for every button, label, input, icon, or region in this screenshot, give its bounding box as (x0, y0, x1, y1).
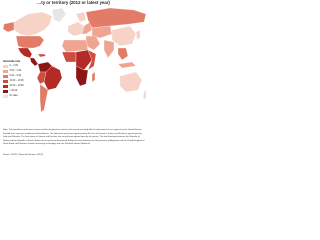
legend-label: No data (9, 95, 18, 97)
region-southern-africa (76, 66, 88, 86)
region-canada (14, 12, 52, 36)
region-southeast-asia (118, 48, 128, 60)
legend-swatch (3, 90, 8, 93)
region-caribbean (38, 54, 46, 57)
legend-label: ≥ 30.00 (9, 90, 18, 92)
region-new-zealand (143, 90, 146, 99)
legend-swatch (3, 95, 8, 98)
region-indonesia (118, 62, 136, 68)
region-china (112, 26, 136, 46)
legend-label: 0 – 2.99 (9, 65, 18, 67)
legend-label: 10.00 – 19.99 (9, 80, 24, 82)
region-argentina-chile (40, 84, 48, 112)
region-japan (136, 30, 140, 40)
region-greenland (52, 8, 66, 22)
legend-swatch (3, 85, 8, 88)
region-india (104, 40, 114, 58)
region-australia (120, 72, 142, 92)
legend-title: Homicide rate (3, 60, 21, 63)
legend-label: 5.00 – 9.99 (9, 75, 21, 77)
map-legend (3, 60, 33, 99)
legend-swatch (3, 75, 8, 78)
legend-swatch (3, 80, 8, 83)
region-scandinavia (76, 12, 86, 22)
region-middle-east (86, 36, 100, 50)
map-note: Note: The boundaries and names shown and the designations used on this map do not imply official endorsement or acceptance by the United Nations. Dashed lines represent undetermined boundaries. The dotted line represents approximately the Line of Control in Jammu and Kashmir agreed upon by India and Pakistan. The final status of Jammu and Kashmir has not yet been agreed upon by the parties. The final boundary between the Republic of Sudan and the Republic of South Sudan has not yet been determined. A dispute exists between the Governments of Argentina and the United Kingdom of Great Britain and Northern Ireland concerning sovereignty over the Falkland Islands (Malvinas). (3, 129, 145, 145)
legend-swatch (3, 65, 8, 68)
region-madagascar (92, 72, 95, 82)
legend-label: 3.00 – 4.99 (9, 70, 21, 72)
region-russia (86, 8, 146, 28)
region-alaska (3, 22, 14, 32)
legend-item (3, 94, 33, 99)
legend-swatch (3, 70, 8, 73)
map-title: …ty or territory (2012 or latest year) (37, 0, 110, 5)
map-source: Source: UNODC Homicide Statistics (2013) (3, 154, 44, 156)
legend-label: 20.00 – 29.99 (9, 85, 24, 87)
region-western-europe (68, 22, 84, 36)
legend-items (3, 64, 33, 99)
region-usa (16, 36, 44, 48)
region-north-africa (62, 40, 88, 52)
region-west-africa (62, 52, 76, 62)
region-mexico (18, 48, 32, 58)
